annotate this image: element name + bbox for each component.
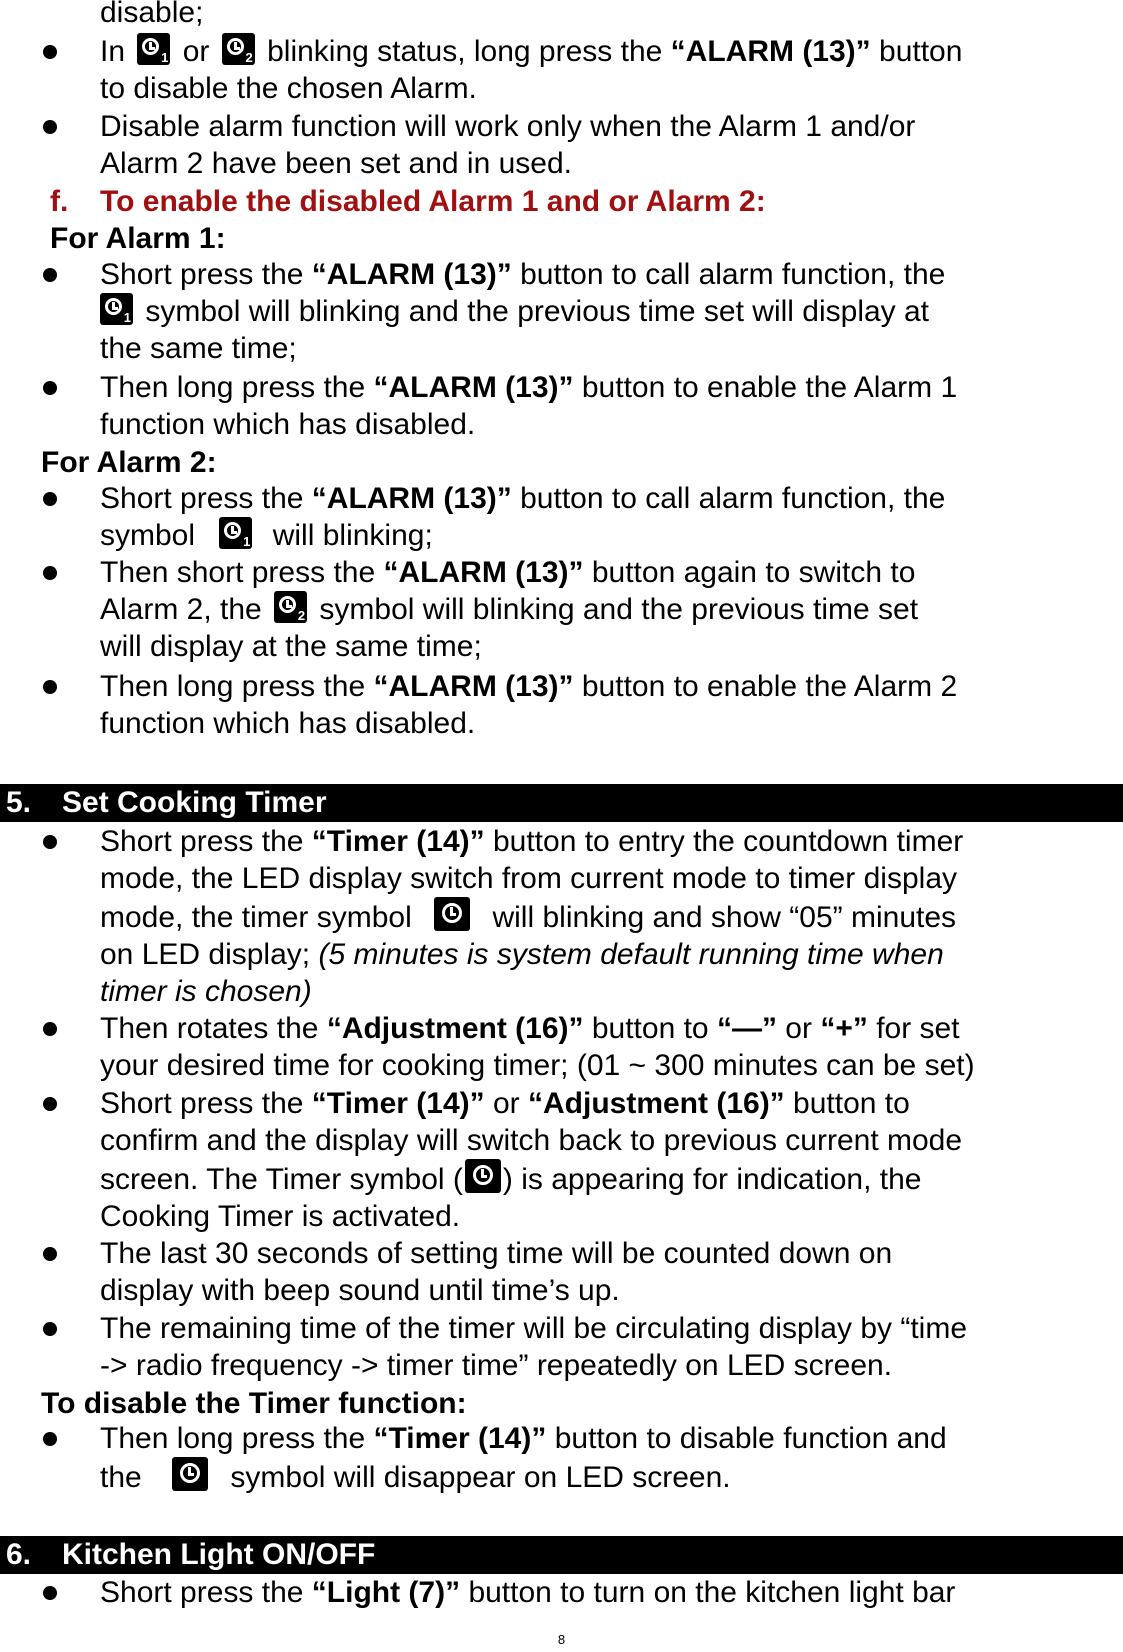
list-item: Short press the “Timer (14)” button to entry the countdown timer mode, the LED display switch from current mode to timer display mode, the timer symbol will blinking and show “05” minutes on LED display; (5 minutes is system default running time when timer is chosen)	[100, 825, 964, 1008]
section-label: f.	[50, 185, 69, 218]
bullet	[43, 1432, 57, 1446]
bullet	[43, 268, 57, 282]
list-item: Then long press the “ALARM (13)” button to enable the Alarm 2 function which has disabled.	[100, 670, 958, 740]
bullet	[43, 1586, 57, 1600]
subheading: To disable the Timer function:	[41, 1387, 467, 1420]
timer-icon	[172, 1457, 208, 1491]
section-header-bar: 6. Kitchen Light ON/OFF	[0, 1536, 1123, 1574]
bullet	[43, 1247, 57, 1261]
section-title: To enable the disabled Alarm 1 and or Alarm 2:	[100, 185, 766, 218]
list-item: Short press the “ALARM (13)” button to call alarm function, the symbol 1 will blinking;	[100, 482, 946, 552]
timer-icon	[465, 1159, 501, 1193]
list-item: Short press the “Timer (14)” or “Adjustment (16)” button to confirm and the display will switch back to previous current mode screen. The Timer symbol ( ) is appearing for indication, the Cooking Timer is activated.	[100, 1087, 963, 1233]
subheading: For Alarm 1:	[50, 222, 226, 255]
bullet	[43, 835, 57, 849]
list-item: Short press the “ALARM (13)” button to call alarm function, the 1 symbol will blinking and the previous time set will display at the same time;	[100, 258, 946, 365]
bullet	[43, 45, 57, 59]
bullet	[43, 566, 57, 580]
bullet	[43, 492, 57, 506]
alarm-1-icon: 1	[219, 517, 252, 549]
bullet	[43, 1022, 57, 1036]
list-item: Then short press the “ALARM (13)” button again to switch to Alarm 2, the 2 symbol will blinking and the previous time set will display at the same time;	[100, 556, 919, 663]
alarm-2-icon: 2	[222, 33, 255, 65]
bullet	[43, 1097, 57, 1111]
bullet	[43, 381, 57, 395]
list-item: Then long press the “ALARM (13)” button to enable the Alarm 1 function which has disabled.	[100, 371, 958, 441]
alarm-1-icon: 1	[137, 33, 170, 65]
alarm-1-icon: 1	[100, 293, 133, 325]
list-item: In 1 or 2 blinking status, long press the “ALARM (13)” button to disable the chosen Alarm.	[100, 35, 963, 105]
timer-icon	[434, 897, 470, 931]
list-item: The last 30 seconds of setting time will be counted down on display with beep sound until time’s up.	[100, 1237, 893, 1307]
section-header-bar: 5. Set Cooking Timer	[0, 784, 1123, 822]
list-item: Short press the “Light (7)” button to turn on the kitchen light bar	[100, 1576, 956, 1609]
list-item: Disable alarm function will work only when the Alarm 1 and/or Alarm 2 have been set and in used.	[100, 110, 916, 180]
continued-text: disable;	[100, 0, 204, 29]
bullet	[43, 680, 57, 694]
alarm-2-icon: 2	[274, 591, 307, 623]
bullet	[43, 1322, 57, 1336]
bullet	[43, 120, 57, 134]
list-item: Then rotates the “Adjustment (16)” button to “—” or “+” for set your desired time for cooking timer; (01 ~ 300 minutes can be set)	[100, 1012, 975, 1082]
list-item: The remaining time of the timer will be circulating display by “time -> radio frequency -> timer time” repeatedly on LED screen.	[100, 1312, 967, 1382]
list-item: Then long press the “Timer (14)” button to disable function and the symbol will disappear on LED screen.	[100, 1422, 947, 1494]
subheading: For Alarm 2:	[41, 446, 217, 479]
page-number: 8	[557, 1632, 566, 1647]
